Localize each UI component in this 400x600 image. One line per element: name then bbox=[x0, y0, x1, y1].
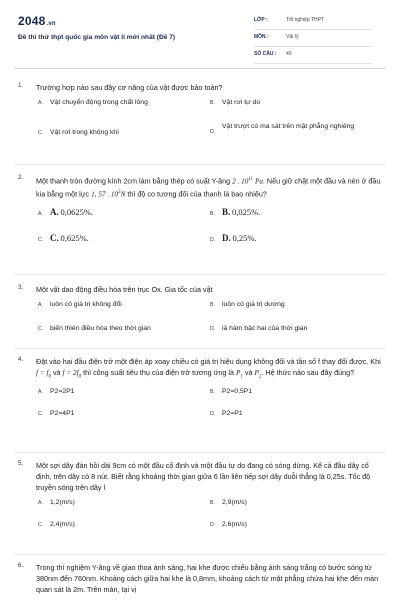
question-number: 4. bbox=[18, 356, 24, 363]
option-c[interactable]: C. C. 0,625%. bbox=[38, 232, 89, 243]
site-logo[interactable]: 2048.vn bbox=[18, 14, 56, 28]
option-a[interactable]: A. Vật chuyển động trong chất lỏng bbox=[38, 99, 148, 106]
options bbox=[38, 301, 382, 343]
options bbox=[38, 99, 382, 155]
question-number: 6. bbox=[18, 562, 24, 569]
meta-row-subject bbox=[254, 32, 372, 47]
question-separator bbox=[14, 348, 386, 349]
option-b[interactable]: B. 2,9(m/s) bbox=[210, 499, 247, 506]
question-separator bbox=[14, 452, 386, 453]
exam-meta bbox=[254, 15, 372, 66]
option-a[interactable]: A. 1,2(m/s) bbox=[38, 499, 75, 506]
option-b[interactable]: B. B. 0,025%. bbox=[210, 206, 261, 217]
option-d[interactable]: D. 2,6(m/s) bbox=[210, 521, 247, 528]
meta-value: Vật lý bbox=[286, 34, 299, 40]
question-4 bbox=[18, 356, 382, 428]
question-5 bbox=[18, 460, 382, 539]
options bbox=[38, 207, 382, 255]
question-number: 2. bbox=[18, 174, 24, 181]
option-b[interactable]: B. Vật rơi tự do bbox=[210, 99, 261, 106]
meta-key: LỚP : bbox=[254, 17, 268, 23]
meta-row-count bbox=[254, 49, 372, 64]
option-d[interactable]: D. là hàm bậc hai của thời gian bbox=[210, 325, 308, 332]
question-separator bbox=[14, 554, 386, 555]
question-1 bbox=[18, 82, 382, 155]
meta-row-class bbox=[254, 15, 372, 30]
option-d[interactable]: D. Vật trượt có ma sát trên mặt phẳng nghiêng bbox=[210, 123, 355, 135]
option-c[interactable]: C. 2,4(m/s) bbox=[38, 521, 75, 528]
exam-header bbox=[0, 0, 400, 70]
option-c[interactable]: C. P2=4P1 bbox=[38, 410, 75, 418]
exam-title: Đề thi thử thpt quốc gia môn vật lí mới nhất (Đề 7) bbox=[18, 34, 176, 41]
question-text: Một thanh tròn đường kính 2cm làm bằng thép có suất Y-âng 2 . $10^{11}$ Pa. Nếu giữ chặt một đầu và nén ở đầu kia bằng một lực 1, 57 . $10^5N$ thì độ co tương đối của thanh là bao nhiêu? bbox=[36, 176, 381, 199]
question-6 bbox=[18, 562, 382, 595]
question-text: Một sợi dây đàn hồi dài 9cm có một đầu cố định và một đầu tự do đang có sóng dừng. Kể cả đầu dây cố định, trên dây có 8 nút. Biết rằng khoảng thời gian giữa 6 lần liên tiếp sợi dây duỗi thẳng là 0,25s. Tốc độ truyền sóng trên dây l bbox=[36, 461, 371, 492]
options bbox=[38, 499, 382, 539]
question-text: Đặt vào hai đầu điện trở một điện áp xoay chiều có giá trị hiệu dụng không đổi và tần số f thay đổi được. Khi $f = f_0$ và $f = 2f_0$ thì công suất tiêu thụ của điện trở tương ứng là $P_1$ và $P_2$. Hệ thức nào sau đây đúng? bbox=[36, 357, 381, 380]
options bbox=[38, 388, 382, 428]
option-a[interactable]: A. P2=2P1 bbox=[38, 388, 75, 396]
meta-key: MÔN : bbox=[254, 34, 269, 40]
question-separator bbox=[14, 164, 386, 165]
option-d[interactable]: D. P2=P1 bbox=[210, 410, 243, 418]
option-d[interactable]: D. D. 0,25%. bbox=[210, 232, 257, 243]
meta-value: Tốt nghiệp THPT bbox=[286, 17, 324, 23]
question-text: Một vật dao động điều hòa trên trục Ox. Gia tốc của vật bbox=[36, 285, 213, 294]
question-3 bbox=[18, 284, 382, 343]
option-a[interactable]: A. A. 0,0625%. bbox=[38, 206, 94, 217]
question-separator bbox=[14, 274, 386, 275]
question-number: 5. bbox=[18, 460, 24, 467]
option-a[interactable]: A. luôn có giá trị không đổi bbox=[38, 301, 122, 308]
option-c[interactable]: C. Vật rơi trong không khí bbox=[38, 129, 120, 136]
option-b[interactable]: B. luôn có giá trị dương bbox=[210, 301, 285, 308]
option-c[interactable]: C. biến thiên điều hòa theo thời gian bbox=[38, 325, 151, 332]
question-number: 3. bbox=[18, 284, 24, 291]
meta-key: SỐ CÂU : bbox=[254, 51, 277, 57]
question-2 bbox=[18, 174, 382, 255]
meta-value: 40 bbox=[286, 51, 292, 57]
question-text: Trong thí nghiệm Y-âng về giao thoa ánh sáng, hai khe được chiếu bằng ánh sáng trắng có bước sóng từ 380nm đến 760nm. Khoảng cách giữa hai khe là 0,8mm, khoảng cách từ mặt phẳng chứa hai khe đến màn quan sát là 2m. Trên màn, tại vị bbox=[36, 563, 379, 594]
option-b[interactable]: B. P2=0,5P1 bbox=[210, 388, 253, 396]
header-divider bbox=[14, 68, 386, 69]
question-number: 1. bbox=[18, 82, 24, 89]
question-text: Trường hợp nào sau đây cơ năng của vật được bảo toàn? bbox=[36, 83, 223, 92]
